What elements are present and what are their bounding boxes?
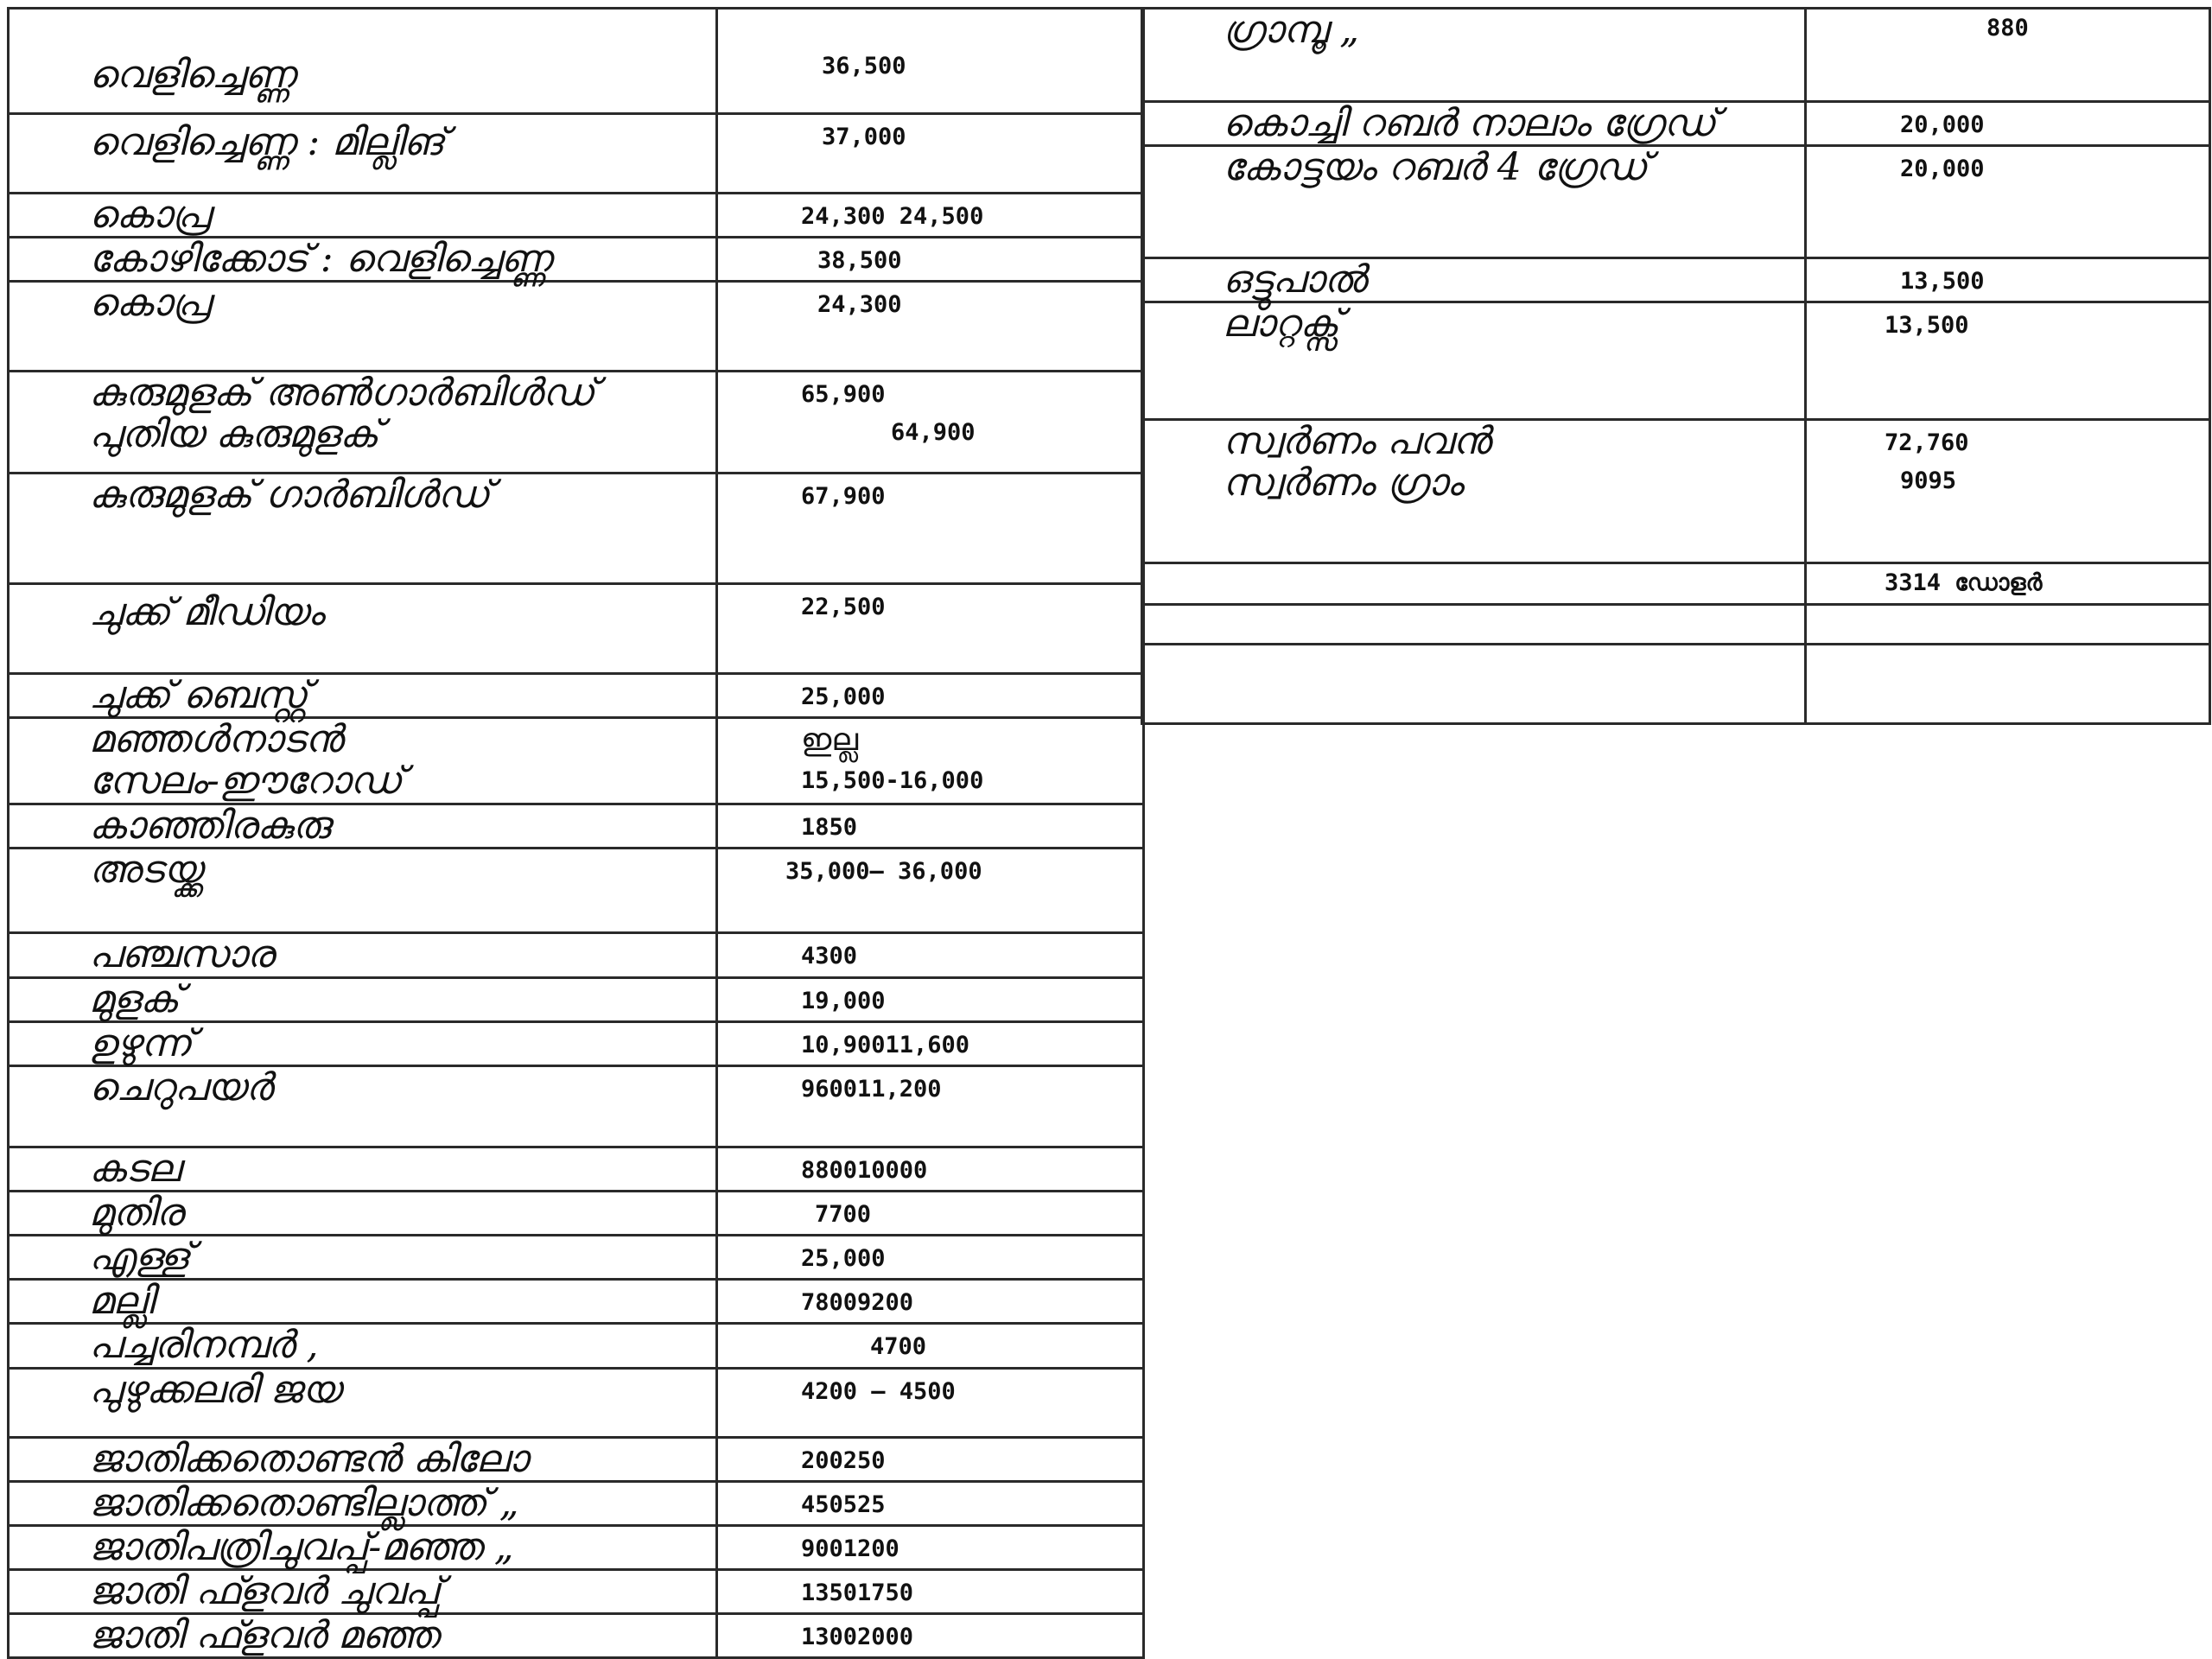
commodity-price: 3314 ഡോളർ (1806, 563, 2210, 605)
commodity-price: 1850 (717, 804, 1144, 849)
commodity-name: ഗ്രാമ്പൂ „ (1142, 9, 1806, 102)
commodity-price (1806, 645, 2210, 724)
commodity-name: സ്വർണം പവൻ സ്വർണം ഗ്രാം (1142, 420, 1806, 563)
commodity-price: 13,500 (1806, 302, 2210, 420)
commodity-price: 36,500 (717, 9, 1144, 114)
commodity-price: 9001200 (717, 1526, 1144, 1570)
commodity-name: അടയ്ക്ക (9, 849, 717, 933)
commodity-price: 25,000 (717, 674, 1144, 718)
commodity-price: 38,500 (717, 238, 1144, 282)
commodity-price: 13002000 (717, 1614, 1144, 1658)
commodity-name: കോഴിക്കോട് : വെളിച്ചെണ്ണ (9, 238, 717, 282)
commodity-price: 22,500 (717, 584, 1144, 674)
commodity-name: ജാതിപത്രിചുവപ്പ്-മഞ്ഞ „ (9, 1526, 717, 1570)
commodity-name: പച്ചരിനമ്പർ , (9, 1324, 717, 1369)
commodity-name: മഞ്ഞൾനാടൻ സേലം-ഈറോഡ് (9, 718, 717, 804)
commodity-price: 7700 (717, 1192, 1144, 1236)
commodity-name: കൊച്ചി റബർ നാലാം ഗ്രേഡ് (1142, 102, 1806, 146)
commodity-name: കൊപ്ര (9, 282, 717, 372)
commodity-price: 10,90011,600 (717, 1022, 1144, 1066)
commodity-name: ജാതി ഫ്ളവർ മഞ്ഞ (9, 1614, 717, 1658)
commodity-name: ജാതിക്കതൊണ്ടൻ കിലോ (9, 1438, 717, 1482)
commodity-price: 200250 (717, 1438, 1144, 1482)
commodity-name: വെളിച്ചെണ്ണ (9, 9, 717, 114)
commodity-price: 4300 (717, 933, 1144, 978)
commodity-name: പുഴുക്കലരി ജയ (9, 1369, 717, 1438)
commodity-name: വെളിച്ചെണ്ണ : മില്ലിങ് (9, 114, 717, 194)
commodity-name (1142, 605, 1806, 645)
commodity-name: കോട്ടയം റബർ 4 ഗ്രേഡ് (1142, 146, 1806, 258)
commodity-price: 4200 – 4500 (717, 1369, 1144, 1438)
commodity-name: കുരുമുളക് അൺഗാർബിൾഡ് പുതിയ കുരുമുളക് (9, 372, 717, 474)
left-price-table (7, 7, 1145, 1659)
commodity-name: ലാറ്റക്സ് (1142, 302, 1806, 420)
commodity-price: 72,760 9095 (1806, 420, 2210, 563)
commodity-name: പഞ്ചസാര (9, 933, 717, 978)
commodity-name: ജാതിക്കതൊണ്ടില്ലാത്ത് „ (9, 1482, 717, 1526)
commodity-name (1142, 563, 1806, 605)
commodity-price: 24,300 24,500 (717, 194, 1144, 238)
commodity-name: എള്ള് (9, 1236, 717, 1280)
right-price-table (1141, 7, 2211, 725)
commodity-name: മല്ലി (9, 1280, 717, 1324)
commodity-price: 24,300 (717, 282, 1144, 372)
commodity-price: 13,500 (1806, 258, 2210, 302)
commodity-price: 13501750 (717, 1570, 1144, 1614)
commodity-name: കടല (9, 1147, 717, 1192)
commodity-price: 67,900 (717, 474, 1144, 584)
commodity-price: 35,000– 36,000 (717, 849, 1144, 933)
commodity-name: ചുക്ക് മീഡിയം (9, 584, 717, 674)
commodity-price: 880010000 (717, 1147, 1144, 1192)
commodity-name: ജാതി ഫ്ളവർ ചുവപ്പ് (9, 1570, 717, 1614)
commodity-name (1142, 645, 1806, 724)
commodity-name: മുളക് (9, 978, 717, 1022)
commodity-name: ഉഴുന്ന് (9, 1022, 717, 1066)
commodity-price (1806, 605, 2210, 645)
commodity-price: 65,900 64,900 (717, 372, 1144, 474)
commodity-name: ഒട്ടുപാൽ (1142, 258, 1806, 302)
commodity-price: 20,000 (1806, 102, 2210, 146)
commodity-name: മുതിര (9, 1192, 717, 1236)
commodity-name: ചുക്ക് ബെസ്റ്റ് (9, 674, 717, 718)
commodity-price: 20,000 (1806, 146, 2210, 258)
commodity-price: 25,000 (717, 1236, 1144, 1280)
commodity-price: 450525 (717, 1482, 1144, 1526)
commodity-price: ഇല്ല 15,500-16,000 (717, 718, 1144, 804)
commodity-name: ചെറുപയർ (9, 1066, 717, 1147)
commodity-name: കുരുമുളക് ഗാർബിൾഡ് (9, 474, 717, 584)
commodity-price: 880 (1806, 9, 2210, 102)
commodity-price: 19,000 (717, 978, 1144, 1022)
commodity-name: കൊപ്ര (9, 194, 717, 238)
commodity-price: 960011,200 (717, 1066, 1144, 1147)
commodity-price: 78009200 (717, 1280, 1144, 1324)
commodity-price: 37,000 (717, 114, 1144, 194)
commodity-name: കാഞ്ഞിരകുരു (9, 804, 717, 849)
commodity-price: 4700 (717, 1324, 1144, 1369)
